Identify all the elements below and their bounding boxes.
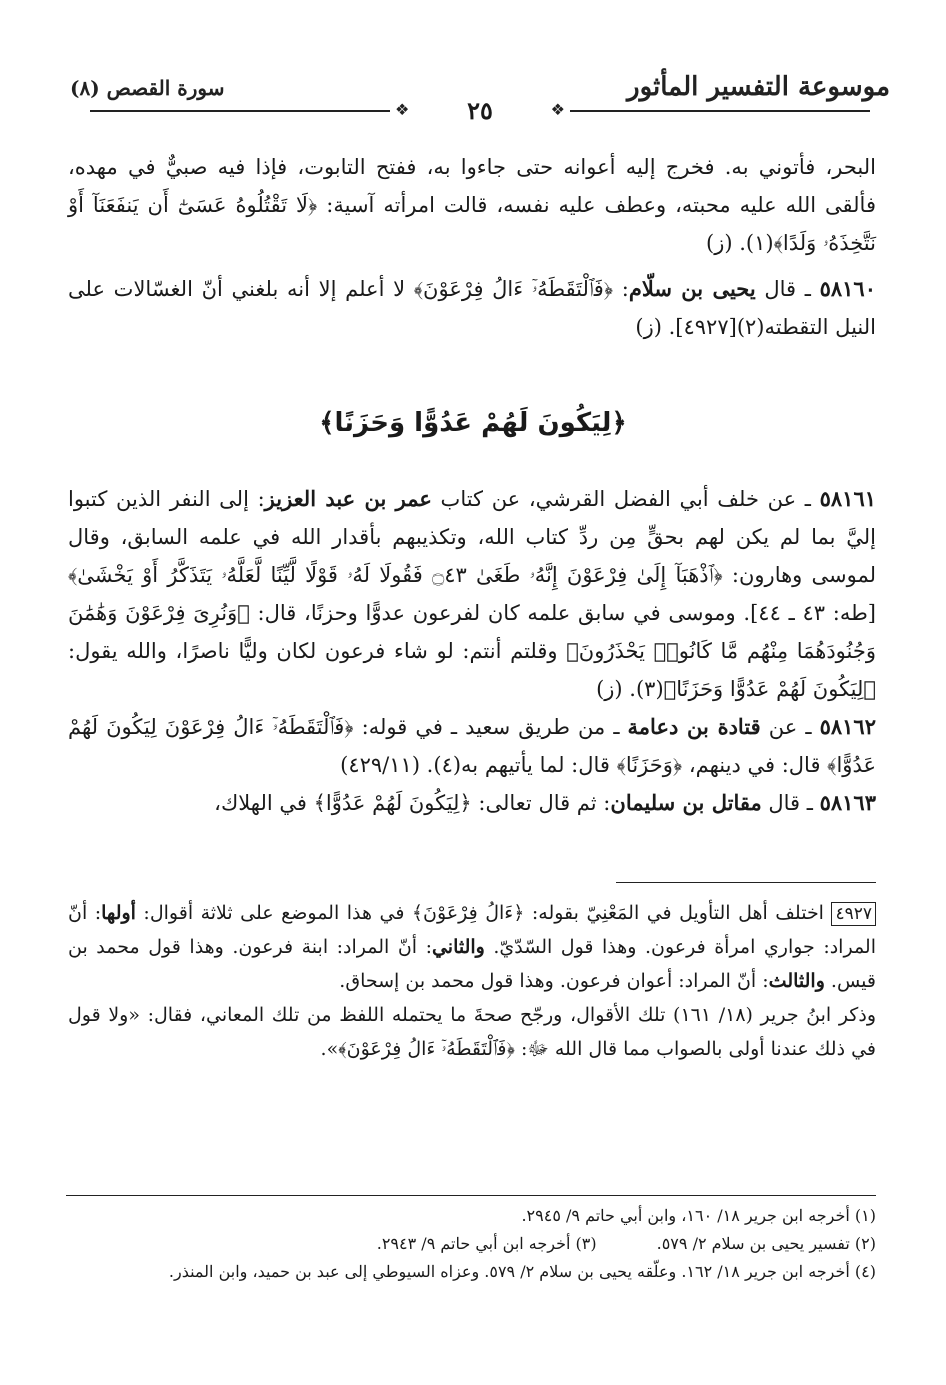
- entry-text: : ﴿فَٱلْتَقَطَهُۥٓ ءَالُ فِرْعَوْنَ﴾ لا أعلم إلا أنه بلغني أنّ الغسّالات على النيل التقطته(٢)[٤٩٢٧]. (ز): [68, 277, 876, 339]
- main-text: [68, 148, 876, 354]
- surah-title: سورة القصص (٨): [70, 76, 225, 100]
- entry-text: : إلى النفر الذين كتبوا إليَّ بما لم يكن لهم بحقٍّ مِن ردِّ كتاب الله، وتكذيبهم بأقدار الله في علمه السابق، وقال لموسى وهارون: ﴿ٱذْهَبَآ إِلَىٰ فِرْعَوْنَ إِنَّهُۥ طَغَىٰ ۝٤٣ فَقُولَا لَهُۥ قَوْلًا لَّيِّنًا لَّعَلَّهُۥ يَتَذَكَّرُ أَوْ يَخْشَىٰ﴾ [طه: ٤٣ ـ ٤٤]. وموسى في سابق علمه كان لفرعون عدوًّا وحزنًا، قال: ﴿وَنُرِىَ فِرْعَوْنَ وَهَٰمَٰنَ وَجُنُودَهُمَا مِنْهُم مَّا كَانُوا۟ يَحْذَرُونَ﴾ وقلتم أنتم: لو شاء فرعون لكان وليًّا ناصرًا، والله يقول: ﴿لِيَكُونَ لَهُمْ عَدُوًّا وَحَزَنًا﴾(٣). (ز): [68, 487, 876, 701]
- entry-number: ٥٨١٦٠: [819, 276, 876, 301]
- narrator-name: يحيى بن سلّام: [628, 276, 756, 301]
- footnotes-divider: [66, 1195, 876, 1196]
- narration-entry: [68, 708, 876, 784]
- narrator-name: عمر بن عبد العزيز: [264, 486, 432, 511]
- footnote: (٢) تفسير يحيى بن سلام ٢/ ٥٧٩.: [656, 1234, 876, 1253]
- footnotes: [68, 1202, 876, 1286]
- footnote: (٤) أخرجه ابن جرير ١٨/ ١٦٢. وعلّقه يحيى بن سلام ٢/ ٥٧٩. وعزاه السيوطي إلى عبد بن حميد، وابن المنذر.: [168, 1262, 876, 1281]
- narration-entry: [68, 480, 876, 708]
- note-label: والثاني: [431, 936, 485, 958]
- entry-text: ـ عن: [760, 715, 820, 739]
- editor-note: [68, 896, 876, 1066]
- page-number: ٢٥: [467, 96, 493, 125]
- narrator-name: قتادة بن دعامة: [627, 714, 761, 739]
- footnote: (٣) أخرجه ابن أبي حاتم ٩/ ٢٩٤٣.: [376, 1234, 597, 1253]
- note-paragraph: وذكر ابنُ جرير (١٨/ ١٦١) تلك الأقوال، ورجّح صحةَ ما يحتمله اللفظ من تلك المعاني، فقال: «ولا قول في ذلك عندنا أولى بالصواب مما قال الله ﷻ: ﴿فَٱلْتَقَطَهُۥٓ ءَالُ فِرْعَوْنَ﴾».: [68, 1004, 876, 1060]
- note-text: : أنّ المراد: ابنة فرعون. وهذا قول محمد بن قيس.: [68, 936, 876, 992]
- entry-text: ـ قال: [755, 277, 820, 301]
- entry-number: ٥٨١٦١: [819, 486, 877, 511]
- section-heading: ﴿لِيَكُونَ لَهُمْ عَدُوًّا وَحَزَنًا﴾: [319, 408, 627, 438]
- narration-entry: [68, 270, 876, 346]
- narration-entry: [68, 784, 876, 822]
- footnote-row: [68, 1230, 876, 1258]
- notes-divider: [616, 882, 876, 883]
- entry-text: ـ من طريق سعيد ـ في قوله: ﴿فَٱلْتَقَطَهُۥٓ ءَالُ فِرْعَوْنَ لِيَكُونَ لَهُمْ عَدُوًّا﴾ قال: في دينهم، ﴿وَحَزَنًا﴾ قال: لما يأتيهم به(٤). (٤٢٩/١١): [68, 715, 876, 777]
- note-label: أولها: [101, 902, 136, 924]
- main-text-continued: [68, 480, 876, 822]
- note-text: اختلف أهل التأويل في المَعْنِيّ بقوله: ﴿ءَالُ فِرْعَوْنَ﴾ في هذا الموضع على ثلاثة أقوال:: [135, 902, 832, 924]
- narrator-name: مقاتل بن سليمان: [610, 790, 762, 815]
- entry-text: : ثم قال تعالى: ﴿لِيَكُونَ لَهُمْ عَدُوًّا﴾ في الهلاك،: [214, 791, 611, 815]
- ornament-icon: ❖: [550, 100, 565, 119]
- note-label: والثالث: [768, 970, 825, 992]
- note-text: : أنّ المراد: جواري امرأة فرعون. وهذا قول السّدّيّ.: [68, 902, 876, 958]
- footnote: (١) أخرجه ابن جرير ١٨/ ١٦٠، وابن أبي حاتم ٩/ ٢٩٤٥.: [521, 1206, 876, 1225]
- entry-number: ٥٨١٦٢: [819, 714, 876, 739]
- paragraph: البحر، فأتوني به. فخرج إليه أعوانه حتى جاءوا به، ففتح التابوت، فإذا فيه صبيٌّ في مهده، فألقى الله عليه محبته، وعطف عليه نفسه، قالت امرأته آسية: ﴿لَا تَقْتُلُوهُ عَسَىٰٓ أَن يَنفَعَنَآ أَوْ نَتَّخِذَهُۥ وَلَدًا﴾(١). (ز): [68, 155, 876, 255]
- entry-text: ـ عن خلف أبي الفضل القرشي، عن كتاب: [431, 487, 820, 511]
- note-number-box: ٤٩٢٧: [831, 902, 876, 926]
- ornament-icon: ❖: [395, 100, 410, 119]
- entry-text: ـ قال: [761, 791, 820, 815]
- entry-number: ٥٨١٦٣: [819, 790, 876, 815]
- book-title: موسوعة التفسير المأثور: [627, 72, 890, 102]
- note-paragraph: [68, 896, 876, 998]
- page-header: [70, 70, 890, 125]
- note-text: : أنّ المراد: أعوان فرعون. وهذا قول محمد بن إسحاق.: [339, 970, 769, 992]
